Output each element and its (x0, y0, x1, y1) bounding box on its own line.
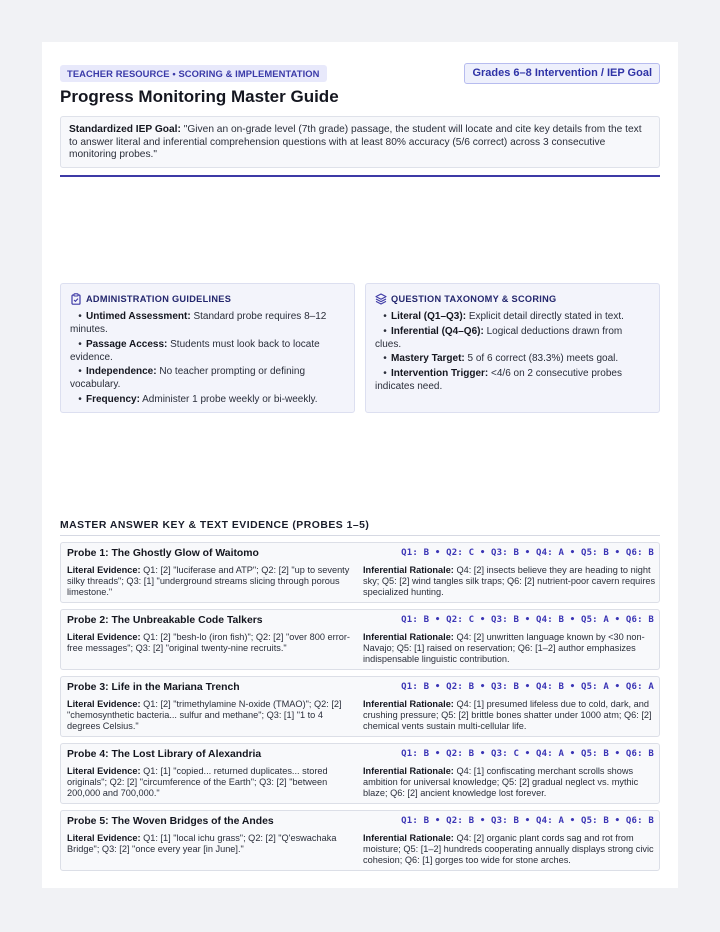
list-item: • Frequency: Administer 1 probe weekly or bi-weekly. (78, 393, 318, 405)
iep-goal-label: Standardized IEP Goal: (69, 124, 181, 135)
list-item: • Untimed Assessment: Standard probe requires 8–12 minutes. (70, 311, 327, 335)
iep-goal-box (60, 116, 660, 168)
header-row (60, 63, 660, 85)
clipboard-icon (70, 293, 82, 305)
list-item: • Mastery Target: 5 of 6 correct (83.3%) meets goal. (383, 353, 619, 364)
probe-answer-key: Q1: B • Q2: B • Q3: B • Q4: B • Q5: A • Q6: A (401, 682, 654, 692)
probe-row (60, 743, 660, 804)
probe-answer-key: Q1: B • Q2: C • Q3: B • Q4: B • Q5: A • Q6: B (401, 615, 654, 625)
probe-row (60, 676, 660, 737)
probe-row (60, 542, 660, 603)
administration-heading-text: ADMINISTRATION GUIDELINES (86, 294, 232, 304)
taxonomy-list (375, 310, 650, 393)
probe-answer-key: Q1: B • Q2: B • Q3: B • Q4: A • Q5: B • Q6: B (401, 816, 654, 826)
list-item: • Literal (Q1–Q3): Explicit detail directly stated in text. (383, 311, 624, 322)
probe-inferential-rationale: Inferential Rationale: Q4: [1] confiscating merchant scrolls shows ambition for universal knowledge; Q5: [2] gradual neglect vs. mythic blaze; Q6: [2] ancient knowledge lost forever. (363, 766, 639, 799)
document-page (42, 42, 678, 888)
resource-badge: TEACHER RESOURCE • SCORING & IMPLEMENTATION (60, 65, 327, 82)
probe-title: Probe 2: The Unbreakable Code Talkers (67, 615, 263, 626)
list-item: • Independence: No teacher prompting or defining vocabulary. (70, 366, 305, 390)
probe-title: Probe 3: Life in the Mariana Trench (67, 682, 240, 693)
answer-key-divider (60, 535, 660, 536)
probe-answer-key: Q1: B • Q2: C • Q3: B • Q4: A • Q5: B • Q6: B (401, 548, 654, 558)
probe-inferential-rationale: Inferential Rationale: Q4: [2] unwritten language known by <30 non-Navajo; Q5: [1] raised on reservation; Q6: [1–2] author emphasizes indispensable linguistic contribution. (363, 632, 645, 665)
taxonomy-heading (375, 293, 650, 305)
probe-literal-evidence: Literal Evidence: Q1: [1] "copied... returned duplicates... stored originals"; Q2: [2] "circumference of the Earth"; Q3: [2] "between 200,000 and 700,000." (67, 766, 328, 799)
list-item: • Inferential (Q4–Q6): Logical deductions drawn from clues. (375, 325, 623, 350)
probe-inferential-rationale: Inferential Rationale: Q4: [1] presumed lifeless due to cold, dark, and crushing pressure; Q5: [2] brittle bones shatter under 1000 atm; Q6: [2] chemical vents sustain multi-cellular life. (363, 699, 652, 732)
probe-answer-key: Q1: B • Q2: B • Q3: C • Q4: A • Q5: B • Q6: B (401, 749, 654, 759)
administration-heading (70, 293, 345, 305)
probe-title: Probe 1: The Ghostly Glow of Waitomo (67, 548, 259, 559)
iep-goal-text: "Given an on-grade level (7th grade) passage, the student will locate and cite key details from the text to answer literal and inferential comprehension questions with at least 80% accuracy (5/6 correct) across 3 consecutive monitoring probes." (69, 124, 642, 161)
probe-row (60, 609, 660, 670)
administration-card (60, 283, 355, 413)
probe-literal-evidence: Literal Evidence: Q1: [2] "luciferase and ATP"; Q2: [2] "up to seventy silky threads"; Q3: [1] "underground streams slicing through porous limestone." (67, 565, 350, 598)
list-item: • Intervention Trigger: <4/6 on 2 consecutive probes indicates need. (375, 367, 622, 392)
probe-row (60, 810, 660, 871)
probe-literal-evidence: Literal Evidence: Q1: [2] "trimethylamine N-oxide (TMAO)"; Q2: [2] "chemosynthetic bacteria... sulfur and methane"; Q3: [1] "1 to 4 degrees Celsius." (67, 699, 342, 732)
probe-literal-evidence: Literal Evidence: Q1: [1] "local ichu grass"; Q2: [2] "Q'eswachaka Bridge"; Q3: [2] "once every year [in June]." (67, 833, 337, 855)
probe-inferential-rationale: Inferential Rationale: Q4: [2] organic plant cords sag and rot from moisture; Q5: [1–2] hundreds cooperating annually displays strong civic cohesion; Q6: [1] gorges too wide for stone arches. (363, 833, 654, 866)
administration-list (70, 310, 345, 406)
taxonomy-heading-text: QUESTION TAXONOMY & SCORING (391, 294, 557, 304)
taxonomy-card (365, 283, 660, 413)
page-title: Progress Monitoring Master Guide (60, 87, 339, 106)
grade-badge: Grades 6–8 Intervention / IEP Goal (464, 63, 660, 84)
probe-title: Probe 4: The Lost Library of Alexandria (67, 749, 262, 760)
probe-literal-evidence: Literal Evidence: Q1: [2] "besh-lo (iron fish)"; Q2: [2] "over 800 error-free messages"; Q3: [2] "original twenty-nine recruits." (67, 632, 350, 654)
answer-key-heading: MASTER ANSWER KEY & TEXT EVIDENCE (PROBES 1–5) (60, 520, 370, 531)
header-divider (60, 175, 660, 177)
layers-icon (375, 293, 387, 305)
probe-inferential-rationale: Inferential Rationale: Q4: [2] insects believe they are heading to night sky; Q5: [2] wind tangles silk traps; Q6: [2] nutrient-poor cavern requires specialized hunting. (363, 565, 656, 598)
probe-title: Probe 5: The Woven Bridges of the Andes (67, 816, 274, 827)
list-item: • Passage Access: Students must look back to locate evidence. (70, 338, 320, 363)
